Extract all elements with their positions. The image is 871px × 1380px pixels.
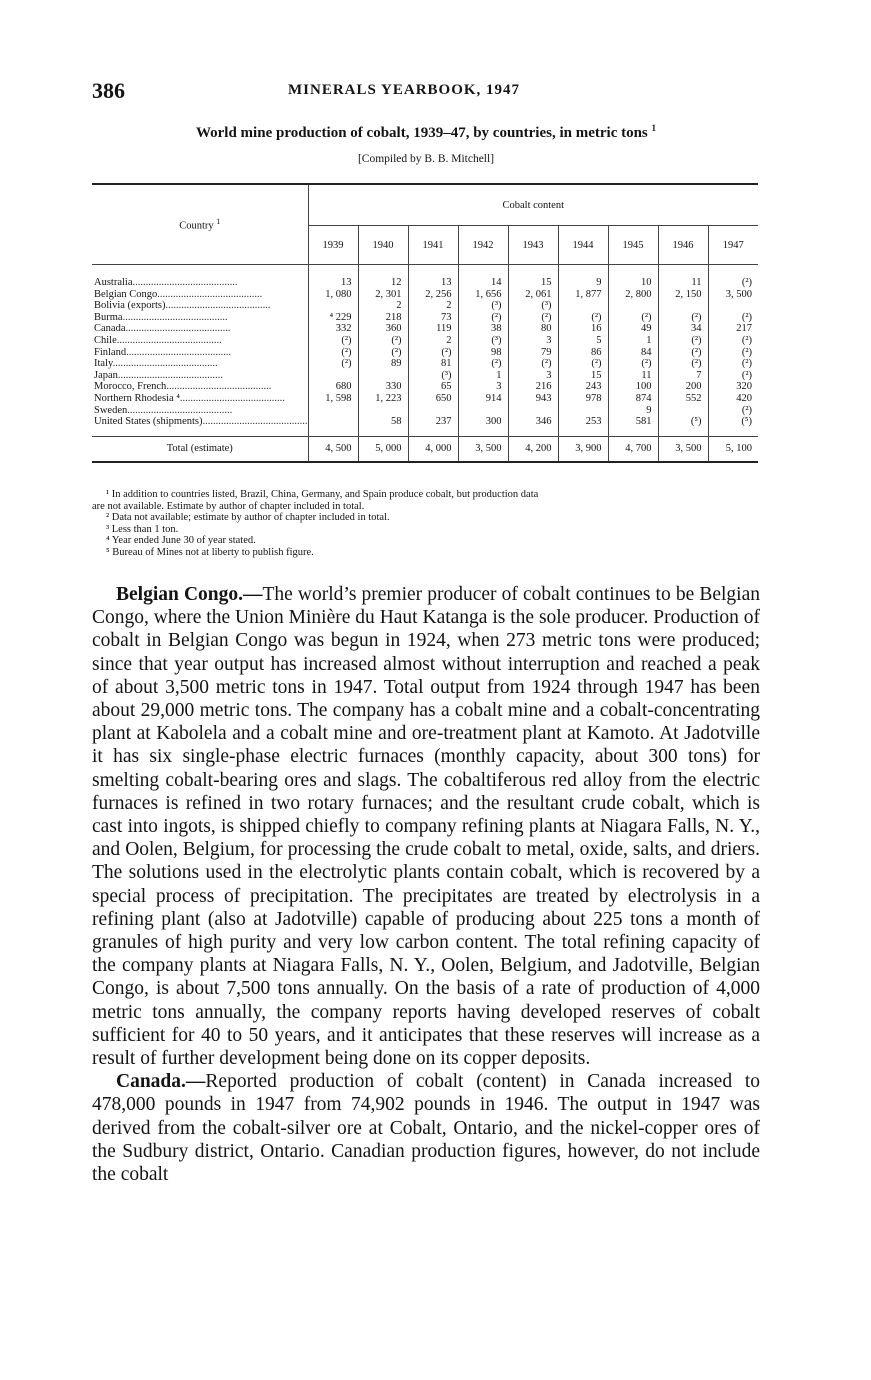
value-cell: 2, 061 (508, 289, 558, 301)
value-cell: 38 (458, 323, 508, 335)
value-cell: 81 (408, 358, 458, 370)
country-name: Sweden (94, 404, 128, 416)
value-cell: 420 (736, 392, 752, 404)
value-cell: 9 (608, 405, 658, 417)
value-cell: (²) (658, 335, 708, 347)
year-header-1942: 1942 (458, 226, 508, 265)
value-cell: 200 (658, 381, 708, 393)
country-cell: United States (shipments)........................................ (94, 416, 308, 428)
value-cell: 13 (308, 277, 358, 289)
country-name: United States (shipments) (94, 416, 203, 428)
value-cell: 300 (458, 416, 508, 428)
country-cell: Japan........................................ (92, 370, 308, 382)
value-cell: 680 (308, 381, 358, 393)
value-cell: 10 (608, 277, 658, 289)
table-row (92, 335, 758, 347)
paragraph-text-belgian-congo: The world’s premier producer of cobalt continues to be Belgian Congo, where the Union Minière du Haut Katanga is the sole producer. Production of cobalt in Belgian Congo was begun in 1924, when 273 metric tons were produced; since that year output has increased almost without interruption and reached a peak of about 3,500 metric tons in 1947. Total output from 1924 through 1947 has been about 29,000 metric tons. The company has a cobalt mine and a cobalt-concentrating plant at Kabolela and a cobalt mine and ore-treatment plant at Kamoto. At Jadotville it has six single-phase electric furnaces (monthly capacity, about 300 tons) for smelting cobalt-bearing ores and slags. The cobaltiferous red alloy from the electric furnaces is refined in two rotary furnaces; and the resultant crude cobalt, which is cast into ingots, is shipped chiefly to company refining plants at Niagara Falls, N. Y., and Oolen, Belgium, for processing the crude cobalt to metal, oxide, salts, and driers. The solutions used in the electrolytic plants contain cobalt, which is recovered by a special process of precipitation. The precipitates are treated by electrolysis in a refining plant (also at Jadotville) capable of producing about 225 tons a month of granules of high purity and very low carbon content. The total refining capacity of the company plants at Niagara Falls, N. Y., Oolen, Belgium, and Jadotville, Belgian Congo, is about 7,500 tons annually. On the basis of a rate of production of 4,000 metric tons annually, the company reports having developed reserves of cobalt sufficient for 40 to 50 years, and it anticipates that these reserves will increase as a result of further development being done on its copper deposits. (92, 584, 760, 1070)
country-name: Chile (94, 334, 117, 346)
table-row (92, 289, 758, 301)
value-cell: (²) (358, 347, 408, 359)
year-header-1939: 1939 (308, 226, 358, 265)
value-cell: 98 (458, 347, 508, 359)
table-row (92, 416, 758, 428)
value-cell: (²) (308, 358, 358, 370)
value-cell: (²) (741, 369, 752, 381)
country-cell: Chile........................................ (92, 335, 308, 347)
value-cell: 3 (508, 370, 558, 382)
value-cell: 89 (358, 358, 408, 370)
value-cell: (³) (458, 335, 508, 347)
country-name: Finland (94, 346, 127, 358)
total-value-cell: 4, 500 (308, 436, 358, 462)
year-header-1945: 1945 (608, 226, 658, 265)
value-cell: 7 (658, 370, 708, 382)
value-cell: 9 (558, 277, 608, 289)
value-cell: (²) (741, 346, 752, 358)
total-label: Total (estimate) (92, 436, 308, 462)
compiled-by: [Compiled by B. B. Mitchell] (357, 153, 495, 165)
country-cell: Belgian Congo........................................ (92, 289, 308, 301)
year-header-1946: 1946 (658, 226, 708, 265)
value-cell: 2, 800 (608, 289, 658, 301)
value-cell (558, 300, 608, 312)
value-cell (308, 370, 358, 382)
value-cell: 216 (508, 381, 558, 393)
value-cell: 65 (408, 381, 458, 393)
year-header-1947: 1947 (708, 226, 758, 265)
country-name: Northern Rhodesia ⁴ (94, 392, 180, 404)
value-cell: 119 (408, 323, 458, 335)
value-cell: 34 (658, 323, 708, 335)
value-cell (508, 405, 558, 417)
value-cell: (²) (608, 358, 658, 370)
country-cell: Australia........................................ (92, 277, 308, 289)
table-title-text: World mine production of cobalt, 1939–47, by countries, in metric tons (195, 125, 648, 141)
value-cell (358, 370, 408, 382)
value-cell: 1, 223 (358, 393, 408, 405)
value-cell: (²) (741, 358, 752, 370)
value-cell (358, 405, 408, 417)
value-cell: 914 (458, 393, 508, 405)
table-row (92, 405, 758, 417)
value-cell: 243 (558, 381, 608, 393)
year-header-1940: 1940 (358, 226, 408, 265)
value-cell: 11 (608, 370, 658, 382)
country-cell: Burma........................................ (92, 312, 308, 324)
value-cell: 978 (558, 393, 608, 405)
footnote: ⁵ Bureau of Mines not at liberty to publish figure. (106, 546, 314, 558)
value-cell: 5 (558, 335, 608, 347)
value-cell: 73 (408, 312, 458, 324)
value-cell: (²) (458, 312, 508, 324)
value-cell: 360 (358, 323, 408, 335)
footnotes (92, 489, 761, 559)
table-row (92, 312, 758, 324)
country-name: Japan (94, 369, 118, 381)
value-cell: (³) (508, 300, 558, 312)
value-cell (658, 300, 708, 312)
value-cell (458, 405, 508, 417)
total-value-cell: 3, 900 (558, 436, 608, 462)
value-cell: 332 (308, 323, 358, 335)
table-spacer-row (92, 428, 758, 437)
total-value-cell: 4, 000 (408, 436, 458, 462)
table-row (92, 323, 758, 335)
table-row (92, 277, 758, 289)
value-cell: 14 (458, 277, 508, 289)
value-cell: 2 (408, 335, 458, 347)
table-row (92, 300, 758, 312)
value-cell: 12 (358, 277, 408, 289)
country-cell: Morocco, French........................................ (92, 381, 308, 393)
value-cell: 217 (736, 323, 752, 335)
value-cell: 2, 150 (658, 289, 708, 301)
total-value-cell: 3, 500 (658, 436, 708, 462)
value-cell: 100 (608, 381, 658, 393)
country-cell: Northern Rhodesia ⁴........................................ (92, 393, 308, 405)
value-cell: 253 (558, 416, 608, 428)
page-header (92, 78, 760, 104)
value-cell: 1 (608, 335, 658, 347)
table-body (92, 265, 758, 462)
year-header-1941: 1941 (408, 226, 458, 265)
country-cell: Italy........................................ (92, 358, 308, 370)
value-cell: (²) (741, 334, 752, 346)
value-cell: (²) (558, 358, 608, 370)
country-name: Italy (94, 358, 113, 370)
value-cell: 552 (658, 393, 708, 405)
value-cell: (²) (508, 312, 558, 324)
value-cell: 3, 500 (725, 288, 752, 300)
value-cell (658, 405, 708, 417)
country-name: Canada (94, 323, 126, 335)
table-row (92, 358, 758, 370)
value-cell: 3 (458, 381, 508, 393)
value-cell: ⁴ 229 (308, 312, 358, 324)
value-cell: (⁵) (741, 416, 752, 428)
value-cell (308, 300, 358, 312)
value-cell: 1, 598 (308, 393, 358, 405)
value-cell: (²) (741, 277, 752, 288)
paragraph-lead-belgian-congo: Belgian Congo.— (116, 584, 263, 605)
total-value-cell: 4, 200 (508, 436, 558, 462)
footnote: ³ Less than 1 ton. (106, 523, 179, 535)
value-cell (708, 300, 758, 312)
value-cell: (²) (608, 312, 658, 324)
value-cell: 11 (658, 277, 708, 289)
country-name: Australia (94, 277, 133, 288)
country-header-note: 1 (216, 217, 221, 227)
value-cell: 86 (558, 347, 608, 359)
value-cell: 2, 301 (358, 289, 408, 301)
country-cell: Finland........................................ (92, 347, 308, 359)
value-cell: (⁵) (658, 416, 708, 428)
value-cell: 1, 877 (558, 289, 608, 301)
value-cell: (²) (658, 358, 708, 370)
country-name: Belgian Congo (94, 288, 158, 300)
value-cell: (²) (741, 311, 752, 323)
country-column-header (92, 184, 308, 265)
value-cell: 1, 656 (458, 289, 508, 301)
cobalt-production-table (92, 183, 758, 463)
table-title (92, 123, 760, 142)
footnote: are not available. Estimate by author of chapter included in total. (92, 500, 365, 512)
value-cell: 1 (458, 370, 508, 382)
value-cell: 84 (608, 347, 658, 359)
value-cell: 1, 080 (308, 289, 358, 301)
table-row (92, 381, 758, 393)
value-cell: (²) (458, 358, 508, 370)
table-row (92, 393, 758, 405)
value-cell: 330 (358, 381, 408, 393)
paragraph-lead-canada: Canada.— (116, 1071, 206, 1093)
value-cell: 581 (608, 416, 658, 428)
value-cell: (²) (358, 335, 408, 347)
country-cell: Bolivia (exports)........................................ (92, 300, 308, 312)
value-cell: (²) (558, 312, 608, 324)
value-cell: 15 (558, 370, 608, 382)
value-cell: 79 (508, 347, 558, 359)
table-spacer-row (92, 265, 758, 278)
country-header-text: Country (179, 220, 214, 232)
value-cell: 650 (408, 393, 458, 405)
country-name: Morocco, French (94, 381, 167, 393)
value-cell: 49 (608, 323, 658, 335)
value-cell: 13 (408, 277, 458, 289)
value-cell: 237 (408, 416, 458, 428)
value-cell (408, 405, 458, 417)
total-value-cell: 5, 000 (358, 436, 408, 462)
value-cell: 58 (358, 416, 408, 428)
paragraph-canada (92, 1070, 760, 1186)
running-head: MINERALS YEARBOOK, 1947 (288, 82, 521, 98)
page-number: 386 (92, 78, 125, 103)
table-row (92, 347, 758, 359)
country-name: Burma (94, 311, 123, 323)
value-cell: (³) (408, 370, 458, 382)
value-cell (608, 300, 658, 312)
value-cell: 218 (358, 312, 408, 324)
paragraph-belgian-congo (92, 583, 760, 1070)
value-cell: 874 (608, 393, 658, 405)
value-cell: 2 (408, 300, 458, 312)
footnote: ⁴ Year ended June 30 of year stated. (106, 535, 256, 547)
value-cell: (²) (658, 347, 708, 359)
value-cell: 2 (358, 300, 408, 312)
value-cell (558, 405, 608, 417)
footnote: ¹ In addition to countries listed, Brazil, China, Germany, and Spain produce cobalt, but production data (106, 489, 539, 500)
country-cell: Sweden........................................ (92, 405, 308, 417)
total-value-cell: 4, 700 (608, 436, 658, 462)
value-cell: (³) (458, 300, 508, 312)
year-header-1943: 1943 (508, 226, 558, 265)
paragraph-text-canada: Reported production of cobalt (content) in Canada increased to 478,000 pounds in 1947 from 74,902 pounds in 1946. The output in 1947 was derived from the cobalt-silver ore at Cobalt, Ontario, and the nickel-copper ores of the Sudbury district, Ontario. Canadian production figures, however, do not include the cobalt (92, 1071, 760, 1186)
cobalt-content-header: Cobalt content (308, 184, 758, 226)
value-cell: (²) (308, 347, 358, 359)
value-cell: (²) (308, 335, 358, 347)
value-cell (308, 405, 358, 417)
year-header-1944: 1944 (558, 226, 608, 265)
value-cell: (²) (658, 312, 708, 324)
body-text (92, 583, 760, 1186)
total-value-cell: 5, 100 (708, 436, 758, 462)
footnote: ² Data not available; estimate by author of chapter included in total. (106, 512, 390, 524)
value-cell: (²) (408, 347, 458, 359)
table-row (92, 370, 758, 382)
country-cell: Canada........................................ (92, 323, 308, 335)
country-name: Bolivia (exports) (94, 300, 166, 312)
value-cell: 320 (736, 381, 752, 393)
value-cell: 2, 256 (408, 289, 458, 301)
value-cell: 80 (508, 323, 558, 335)
value-cell (308, 416, 358, 428)
value-cell: 15 (508, 277, 558, 289)
value-cell: 16 (558, 323, 608, 335)
value-cell: 943 (508, 393, 558, 405)
value-cell: (²) (741, 404, 752, 416)
value-cell: (²) (508, 358, 558, 370)
table-title-note: 1 (651, 123, 657, 133)
total-value-cell: 3, 500 (458, 436, 508, 462)
value-cell: 346 (508, 416, 558, 428)
total-row (92, 436, 758, 462)
value-cell: 3 (508, 335, 558, 347)
